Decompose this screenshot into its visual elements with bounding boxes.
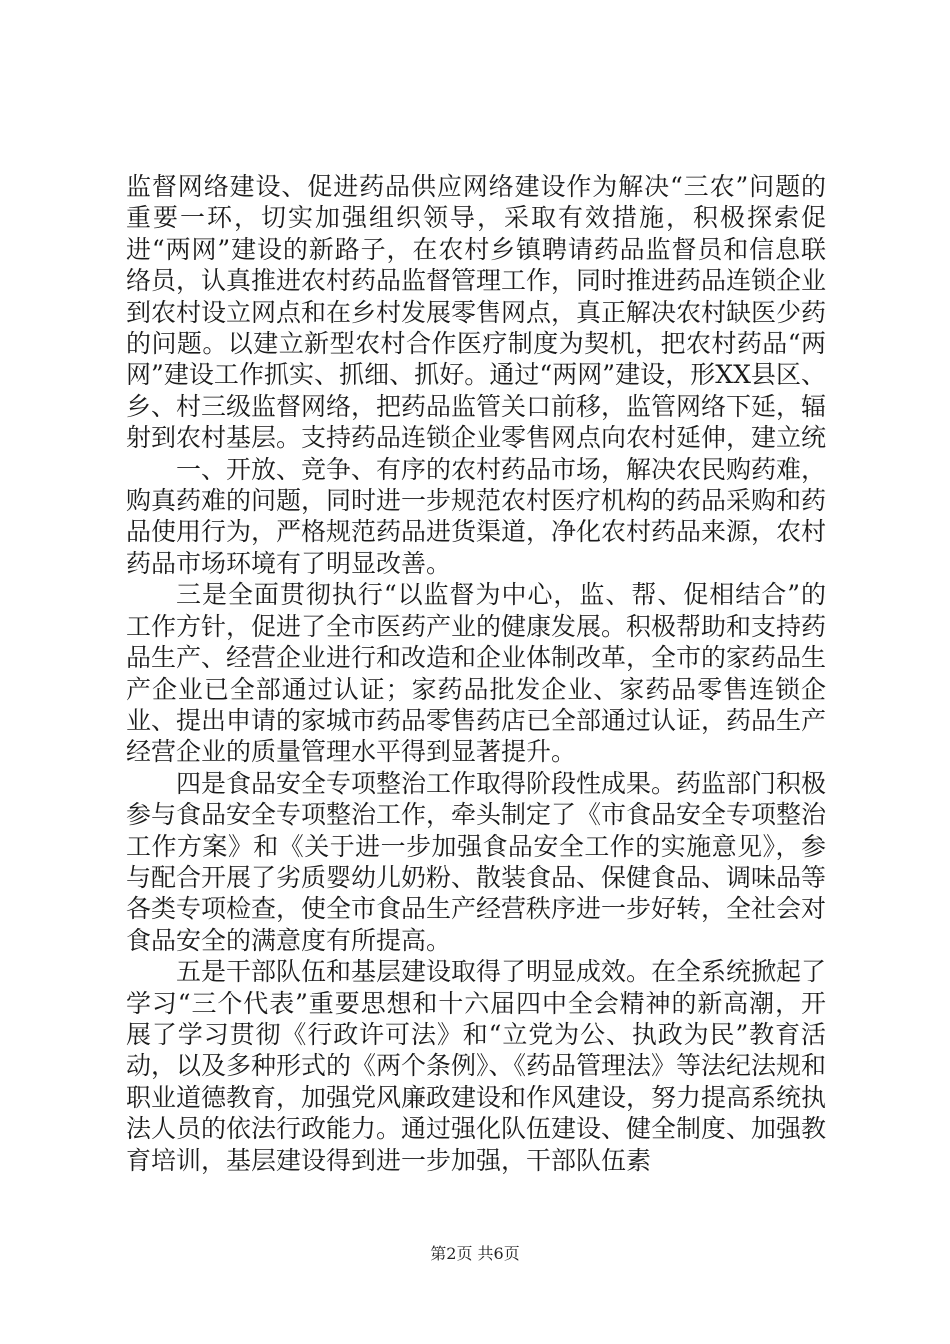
document-body bbox=[126, 171, 826, 1176]
paragraph-5: 五是干部队伍和基层建设取得了明显成效。在全系统掀起了学习“三个代表”重要思想和十六届四中全会精神的新高潮，开展了学习贯彻《行政许可法》和“立党为公、执政为民”教育活动，以及多种形式的《两个条例》、《药品管理法》等法纪法规和职业道德教育，加强党风廉政建设和作风建设，努力提高系统执法人员的依法行政能力。通过强化队伍建设、健全制度、加强教育培训，基层建设得到进一步加强，干部队伍素 bbox=[126, 957, 827, 1175]
paragraph-2: 一、开放、竞争、有序的农村药品市场，解决农民购药难，购真药难的问题，同时进一步规范农村医疗机构的药品采购和药品使用行为，严格规范药品进货渠道，净化农村药品来源，农村药品市场环境有了明显改善。 bbox=[126, 454, 827, 578]
paragraph-3: 三是全面贯彻执行“以监督为中心，监、帮、促相结合”的工作方针，促进了全市医药产业的健康发展。积极帮助和支持药品生产、经营企业进行和改造和企业体制改革，全市的家药品生产企业已全部通过认证；家药品批发企业、家药品零售连锁企业、提出申请的家城市药品零售药店已全部通过认证，药品生产经营企业的质量管理水平得到显著提升。 bbox=[126, 580, 827, 767]
page-number: 第2页 共6页 bbox=[430, 1244, 520, 1263]
paragraph-1: 监督网络建设、促进药品供应网络建设作为解决“三农”问题的重要一环，切实加强组织领导，采取有效措施，积极探索促进“两网”建设的新路子，在农村乡镇聘请药品监督员和信息联络员，认真推进农村药品监督管理工作，同时推进药品连锁企业到农村设立网点和在乡村发展零售网点，真正解决农村缺医少药的问题。以建立新型农村合作医疗制度为契机，把农村药品“两网”建设工作抓实、抓细、抓好。通过“两网”建设，形XX县区、乡、村三级监督网络，把药品监管关口前移，监管网络下延，辐射到农村基层。支持药品连锁企业零售网点向农村延伸，建立统 bbox=[126, 172, 827, 453]
paragraph-4: 四是食品安全专项整治工作取得阶段性成果。药监部门积极参与食品安全专项整治工作，牵头制定了《市食品安全专项整治工作方案》和《关于进一步加强食品安全工作的实施意见》，参与配合开展了劣质婴幼儿奶粉、散装食品、保健食品、调味品等各类专项检查，使全市食品生产经营秩序进一步好转，全社会对食品安全的满意度有所提高。 bbox=[126, 768, 827, 955]
page-footer bbox=[0, 1244, 950, 1264]
